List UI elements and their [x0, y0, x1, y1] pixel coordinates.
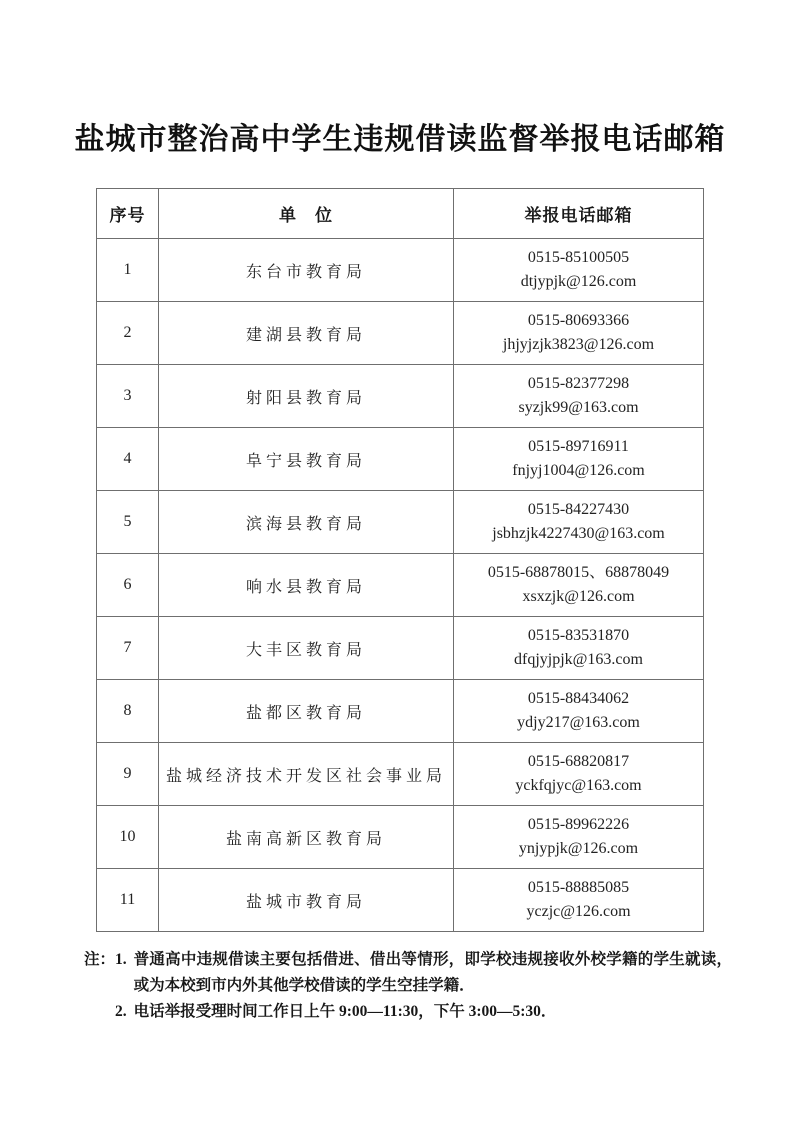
table-row — [97, 806, 704, 869]
contact-cell — [454, 617, 704, 680]
header-cell-contact: 举报电话邮箱 — [454, 189, 704, 239]
unit-cell: 盐城经济技术开发区社会事业局 — [159, 743, 454, 806]
phone-text: 0515-89716911 — [528, 438, 629, 455]
row-number-cell: 10 — [97, 806, 159, 869]
row-number-cell: 3 — [97, 365, 159, 428]
contact-cell — [454, 428, 704, 491]
table-row — [97, 617, 704, 680]
contact-cell — [454, 680, 704, 743]
note-number: 2. — [115, 1003, 127, 1020]
contact-cell — [454, 365, 704, 428]
note-item — [115, 999, 732, 1025]
report-table — [96, 188, 704, 932]
row-number-cell: 9 — [97, 743, 159, 806]
table-row — [97, 680, 704, 743]
contact-cell — [454, 743, 704, 806]
unit-cell: 盐南高新区教育局 — [159, 806, 454, 869]
unit-cell: 滨海县教育局 — [159, 491, 454, 554]
email-text: fnjyj1004@126.com — [512, 462, 645, 479]
contact-cell — [454, 302, 704, 365]
table-row — [97, 743, 704, 806]
note-text: 电话举报受理时间工作日上午 9:00—11:30，下午 3:00—5:30． — [133, 1003, 557, 1020]
unit-cell: 东台市教育局 — [159, 239, 454, 302]
phone-text: 0515-83531870 — [527, 627, 630, 644]
contact-cell — [454, 806, 704, 869]
unit-cell: 大丰区教育局 — [159, 617, 454, 680]
unit-cell: 阜宁县教育局 — [159, 428, 454, 491]
table-row — [97, 869, 704, 932]
row-number-cell: 6 — [97, 554, 159, 617]
unit-cell: 盐城市教育局 — [159, 869, 454, 932]
email-text: dfqjyjpjk@163.com — [514, 651, 643, 668]
note-number: 1. — [115, 951, 127, 968]
unit-cell: 建湖县教育局 — [159, 302, 454, 365]
phone-text: 0515-89962226 — [527, 816, 630, 833]
notes-label: 注： — [84, 951, 116, 968]
email-text: jhjyjzjk3823@126.com — [502, 336, 655, 353]
document-title: 盐城市整治高中学生违规借读监督举报电话邮箱 — [74, 123, 726, 156]
contact-cell — [454, 239, 704, 302]
email-text: jsbhzjk4227430@163.com — [492, 525, 665, 542]
phone-text: 0515-85100505 — [527, 249, 630, 266]
email-text: yczjc@126.com — [526, 903, 631, 920]
row-number-cell: 7 — [97, 617, 159, 680]
notes-section — [84, 947, 732, 1025]
phone-text: 0515-82377298 — [527, 375, 630, 392]
table-row — [97, 554, 704, 617]
header-cell-no: 序号 — [97, 189, 159, 239]
note-text: 普通高中违规借读主要包括借进、借出等情形，即学校违规接收外校学籍的学生就读，或为本校到市内外其他学校借读的学生空挂学籍． — [133, 951, 732, 994]
row-number-cell: 2 — [97, 302, 159, 365]
email-text: yckfqjyc@163.com — [515, 777, 642, 794]
phone-text: 0515-68820817 — [527, 753, 630, 770]
unit-cell: 盐都区教育局 — [159, 680, 454, 743]
table-row — [97, 239, 704, 302]
contact-cell — [454, 554, 704, 617]
table-body — [97, 239, 704, 932]
row-number-cell: 8 — [97, 680, 159, 743]
notes-list — [115, 947, 732, 1025]
table-row — [97, 302, 704, 365]
email-text: xsxzjk@126.com — [522, 588, 635, 605]
contact-cell — [454, 491, 704, 554]
table-header-row — [97, 189, 704, 239]
row-number-cell: 5 — [97, 491, 159, 554]
phone-text: 0515-84227430 — [527, 501, 630, 518]
email-text: dtjypjk@126.com — [520, 273, 637, 290]
header-cell-unit: 单 位 — [159, 189, 454, 239]
unit-cell: 响水县教育局 — [159, 554, 454, 617]
phone-text: 0515-68878015、68878049 — [487, 564, 670, 581]
phone-text: 0515-88885085 — [527, 879, 630, 896]
row-number-cell: 11 — [97, 869, 159, 932]
phone-text: 0515-80693366 — [527, 312, 630, 329]
note-item — [115, 947, 732, 999]
row-number-cell: 1 — [97, 239, 159, 302]
unit-cell: 射阳县教育局 — [159, 365, 454, 428]
table-row — [97, 365, 704, 428]
email-text: syzjk99@163.com — [518, 399, 639, 416]
row-number-cell: 4 — [97, 428, 159, 491]
table-row — [97, 491, 704, 554]
phone-text: 0515-88434062 — [527, 690, 630, 707]
email-text: ynjypjk@126.com — [518, 840, 639, 857]
email-text: ydjy217@163.com — [517, 714, 640, 731]
contact-cell — [454, 869, 704, 932]
table-row — [97, 428, 704, 491]
